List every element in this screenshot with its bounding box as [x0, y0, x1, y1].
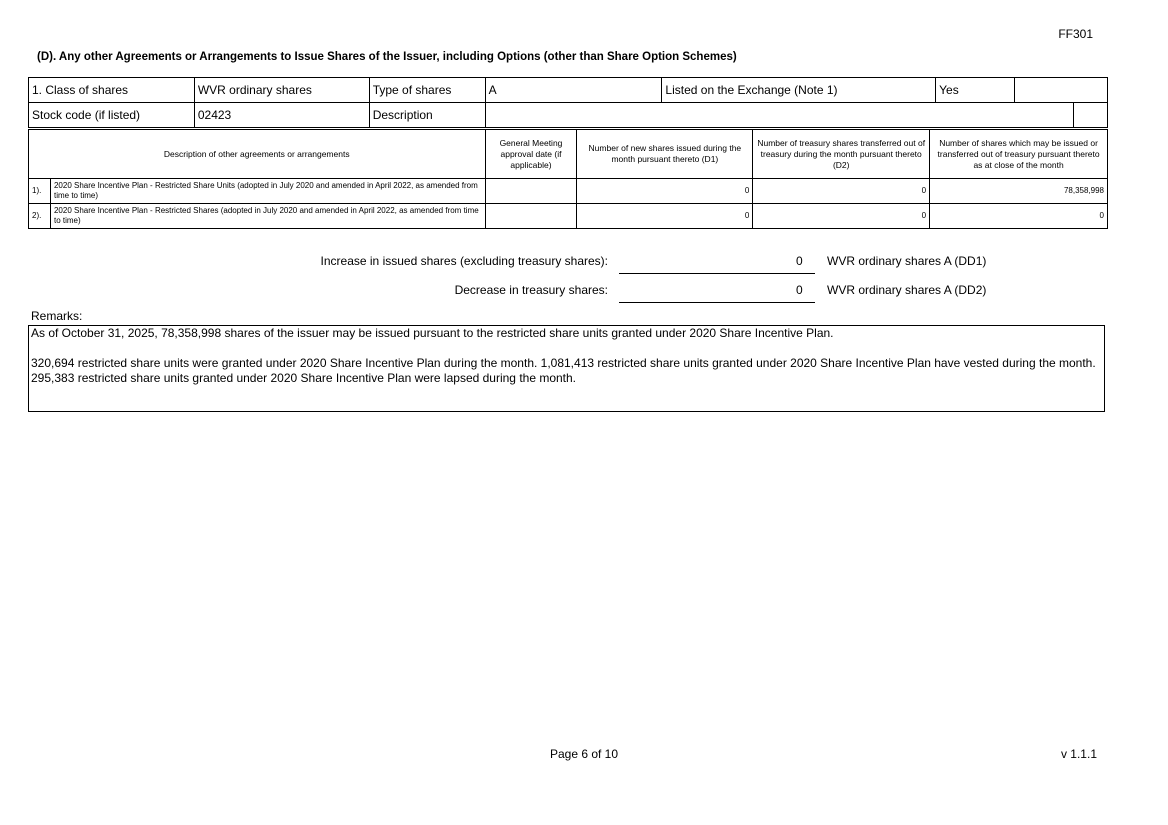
type-of-shares-value: A — [485, 78, 662, 103]
decrease-underline — [619, 282, 815, 303]
stock-code-value: 02423 — [194, 103, 369, 128]
table-row — [29, 179, 1108, 204]
decrease-label: Decrease in treasury shares: — [454, 283, 608, 297]
share-info-table — [28, 77, 1108, 128]
row-index: 1). — [29, 179, 51, 204]
remarks-label: Remarks: — [31, 309, 83, 323]
row-d1: 0 — [577, 179, 753, 204]
increase-unit: WVR ordinary shares A (DD1) — [827, 254, 987, 268]
remarks-box — [28, 325, 1105, 412]
header-may-be-issued: Number of shares which may be issued or transferred out of treasury pursuant thereto as at close of the month — [930, 130, 1108, 179]
version: v 1.1.1 — [1060, 747, 1097, 761]
page-number: Page 6 of 10 — [549, 747, 619, 761]
class-of-shares-label: 1. Class of shares — [29, 78, 195, 103]
decrease-unit: WVR ordinary shares A (DD2) — [827, 283, 987, 297]
row-may-be-issued: 0 — [930, 204, 1108, 229]
listed-extra-cell — [1015, 78, 1108, 103]
arrangements-table — [28, 129, 1108, 229]
description-value — [485, 103, 1073, 128]
description-label: Description — [369, 103, 485, 128]
listed-value: Yes — [936, 78, 1015, 103]
description-extra-cell — [1074, 103, 1108, 128]
table-row — [29, 204, 1108, 229]
increase-label: Increase in issued shares (excluding treasury shares): — [320, 254, 608, 268]
increase-value: 0 — [796, 254, 803, 268]
header-approval-date: General Meeting approval date (if applicable) — [485, 130, 577, 179]
section-title: (D). Any other Agreements or Arrangements to Issue Shares of the Issuer, including Options (other than Share Option Schemes) — [37, 51, 737, 63]
row-d2: 0 — [753, 204, 930, 229]
remarks-line-1: As of October 31, 2025, 78,358,998 shares of the issuer may be issued pursuant to the restricted share units granted under 2020 Share Incentive Plan. — [31, 326, 834, 340]
row-index: 2). — [29, 204, 51, 229]
header-description: Description of other agreements or arrangements — [29, 130, 486, 179]
stock-code-label: Stock code (if listed) — [29, 103, 195, 128]
remarks-line-2: 320,694 restricted share units were granted under 2020 Share Incentive Plan during the month. 1,081,413 restricted share units granted under 2020 Share Incentive Plan have vested during the month. 295,383 restricted share units granted under 2020 Share Incentive Plan were lapsed during the month. — [31, 356, 1096, 385]
class-of-shares-value: WVR ordinary shares — [194, 78, 369, 103]
form-code: FF301 — [1058, 27, 1093, 41]
decrease-value: 0 — [796, 283, 803, 297]
row-d2: 0 — [753, 179, 930, 204]
increase-underline — [619, 253, 815, 274]
row-approval-date — [485, 179, 577, 204]
header-new-shares: Number of new shares issued during the month pursuant thereto (D1) — [577, 130, 753, 179]
header-treasury-transferred: Number of treasury shares transferred out of treasury during the month pursuant thereto (D2) — [753, 130, 930, 179]
row-d1: 0 — [577, 204, 753, 229]
row-description: 2020 Share Incentive Plan - Restricted Share Units (adopted in July 2020 and amended in April 2022, as amended from time to time) — [50, 179, 485, 204]
type-of-shares-label: Type of shares — [369, 78, 485, 103]
row-description: 2020 Share Incentive Plan - Restricted Shares (adopted in July 2020 and amended in April 2022, as amended from time to time) — [50, 204, 485, 229]
row-approval-date — [485, 204, 577, 229]
row-may-be-issued: 78,358,998 — [930, 179, 1108, 204]
listed-label: Listed on the Exchange (Note 1) — [662, 78, 936, 103]
